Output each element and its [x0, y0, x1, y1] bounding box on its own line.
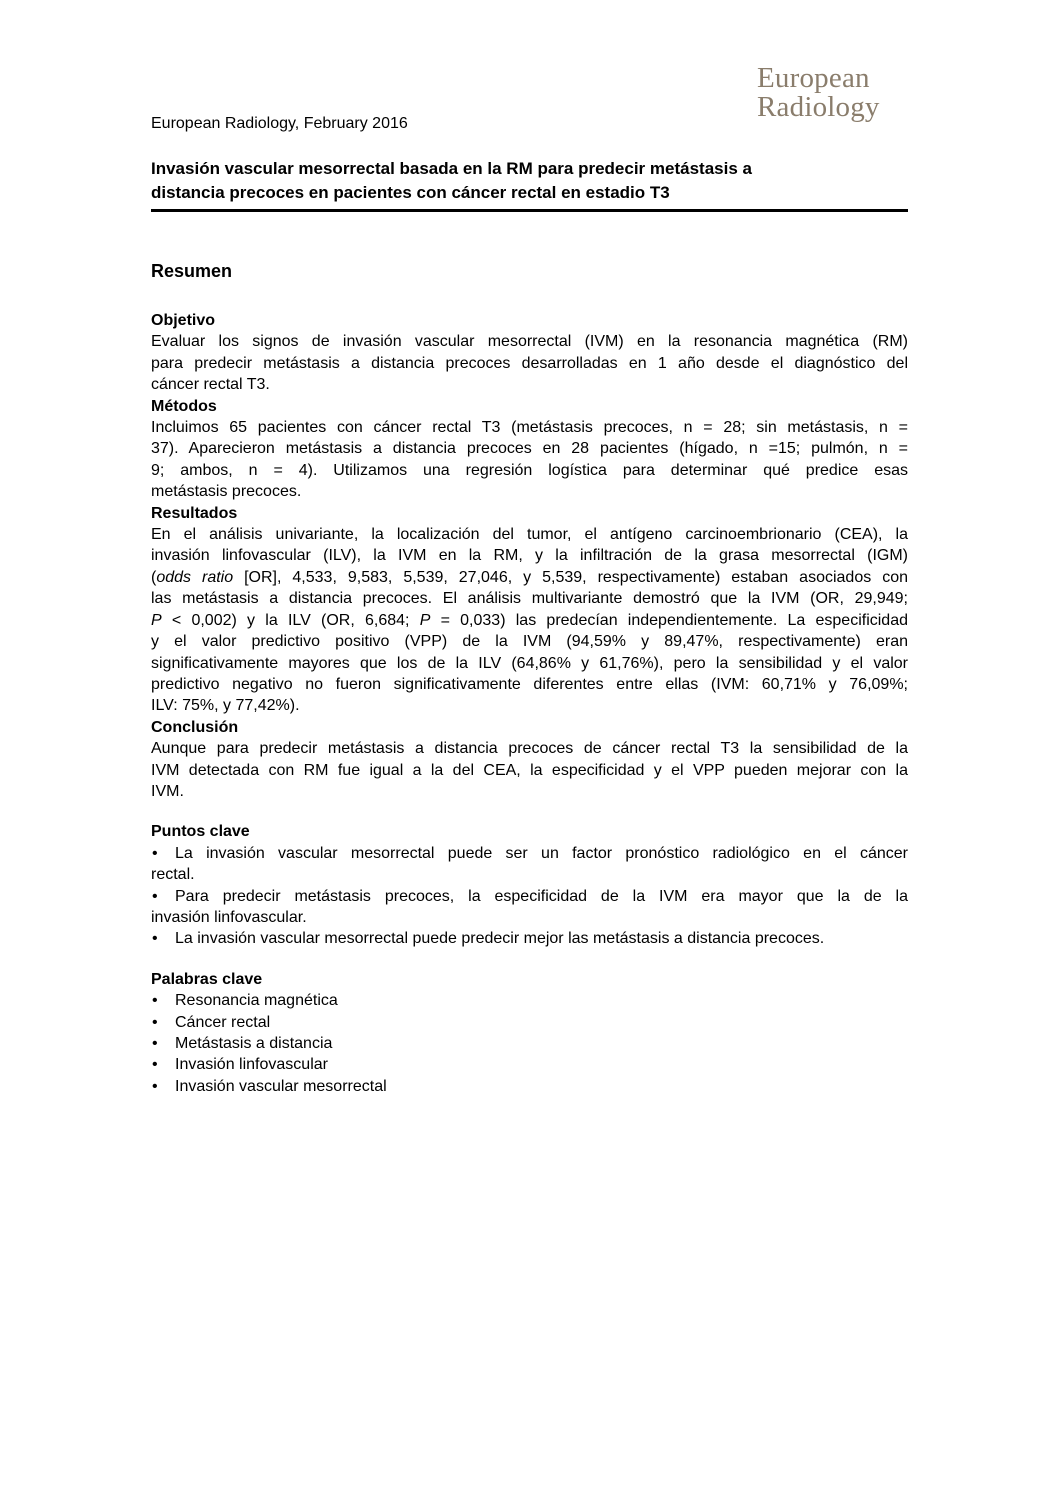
text-line: Para predecir metástasis precoces, la especificidad de la IVM era mayor que la de la	[175, 887, 908, 905]
bullet-icon: •	[152, 1013, 158, 1031]
list-item	[151, 843, 908, 886]
keyword: Resonancia magnética	[175, 992, 338, 1010]
resultados-text	[151, 524, 908, 717]
text-line: IVM detectada con RM fue igual a la del CEA, la especificidad y el VPP pueden mejorar con la	[151, 761, 908, 779]
objetivo-heading: Objetivo	[151, 312, 216, 329]
conclusion-heading: Conclusión	[151, 718, 239, 736]
resultados-heading: Resultados	[151, 504, 238, 522]
palabras-clave-section	[151, 969, 908, 1097]
text-line: rectal.	[151, 866, 195, 884]
list-item	[151, 928, 908, 949]
abstract	[151, 310, 908, 1097]
journal-citation: European Radiology, February 2016	[151, 115, 408, 132]
bullet-icon: •	[152, 992, 158, 1010]
text-line: Incluimos 65 pacientes con cáncer rectal T3 (metástasis precoces, n = 28; sin metástasis, n =	[151, 419, 908, 437]
metodos-heading: Métodos	[151, 397, 217, 415]
logo-line-radiology: Radiology	[757, 91, 880, 123]
text-line: En el análisis univariante, la localización del tumor, el antígeno carcinoembrionario (CEA), la	[151, 526, 908, 544]
title-line-1: Invasión vascular mesorrectal basada en la RM para predecir metástasis a	[151, 159, 752, 178]
text-line	[151, 610, 908, 631]
text-line: las metástasis a distancia precoces. El análisis multivariante demostró que la IVM (OR, 29,949;	[151, 590, 908, 608]
bullet-icon: •	[152, 930, 158, 948]
odds-ratio-italic: odds ratio	[156, 568, 234, 586]
text-run: < 0,002) y la ILV (OR, 6,684;	[161, 611, 420, 629]
text-line: Evaluar los signos de invasión vascular mesorrectal (IVM) en la resonancia magnética (RM)	[151, 333, 908, 351]
puntos-clave-heading: Puntos clave	[151, 823, 250, 841]
keyword: Invasión linfovascular	[175, 1056, 328, 1074]
palabras-clave-heading: Palabras clave	[151, 970, 263, 988]
puntos-clave-list	[151, 843, 908, 950]
resumen-heading: Resumen	[151, 261, 233, 281]
text-line	[151, 567, 908, 588]
keyword: Metástasis a distancia	[175, 1035, 333, 1052]
bullet-icon: •	[152, 1035, 158, 1052]
text-line: 37). Aparecieron metástasis a distancia precoces en 28 pacientes (hígado, n =15; pulmón, n =	[151, 440, 908, 458]
keyword: Invasión vascular mesorrectal	[175, 1077, 387, 1095]
text-line: La invasión vascular mesorrectal puede ser un factor pronóstico radiológico en el cáncer	[175, 844, 908, 862]
text-line: Aunque para predecir metástasis a distancia precoces de cáncer rectal T3 la sensibilidad de la	[151, 740, 908, 758]
text-line: predictivo negativo no fueron significativamente diferentes entre ellas (IVM: 60,71% y 76,09%;	[151, 675, 908, 693]
puntos-clave-section	[151, 821, 908, 949]
list-item	[151, 1033, 908, 1054]
conclusion-text	[151, 738, 908, 802]
text-line: y el valor predictivo positivo (VPP) de la IVM (94,59% y 89,47%, respectivamente) eran	[151, 633, 908, 651]
text-line: invasión linfovascular.	[151, 908, 307, 926]
journal-logo	[757, 64, 880, 122]
paren: (	[151, 568, 157, 586]
text-run: = 0,033) las predecían independientemente. La especificidad	[430, 611, 909, 629]
metodos-text	[151, 417, 908, 503]
text-line: La invasión vascular mesorrectal puede predecir mejor las metástasis a distancia precoces.	[175, 930, 825, 948]
list-item	[151, 886, 908, 929]
list-item	[151, 990, 908, 1011]
list-item	[151, 1054, 908, 1075]
keyword: Cáncer rectal	[175, 1013, 271, 1031]
p-value-italic: P	[151, 611, 162, 629]
palabras-clave-list	[151, 990, 908, 1097]
text-line: metástasis precoces.	[151, 483, 302, 501]
objetivo-text	[151, 331, 908, 395]
text-line: IVM.	[151, 782, 184, 800]
text-line: para predecir metástasis a distancia precoces desarrolladas en 1 año desde el diagnóstico del	[151, 354, 908, 372]
bullet-icon: •	[152, 844, 158, 862]
title-line-2: distancia precoces en pacientes con cáncer rectal en estadio T3	[151, 183, 670, 202]
text-line: 9; ambos, n = 4). Utilizamos una regresión logística para determinar qué predice esas	[151, 461, 908, 479]
text-run: [OR], 4,533, 9,583, 5,539, 27,046, y 5,539, respectivamente) estaban asociados con	[233, 568, 908, 586]
text-line: invasión linfovascular (ILV), la IVM en la RM, y la infiltración de la grasa mesorrectal (IGM)	[151, 547, 908, 565]
bullet-icon: •	[152, 887, 158, 905]
article-title	[151, 157, 908, 212]
bullet-icon: •	[152, 1077, 158, 1095]
text-line: cáncer rectal T3.	[151, 376, 270, 394]
list-item	[151, 1076, 908, 1097]
list-item	[151, 1012, 908, 1033]
logo-line-european: European	[757, 62, 870, 94]
text-line: significativamente mayores que los de la ILV (64,86% y 61,76%), pero la sensibilidad y el valor	[151, 654, 908, 672]
p-value-italic: P	[419, 611, 431, 629]
text-line: ILV: 75%, y 77,42%).	[151, 697, 300, 715]
bullet-icon: •	[152, 1056, 158, 1074]
